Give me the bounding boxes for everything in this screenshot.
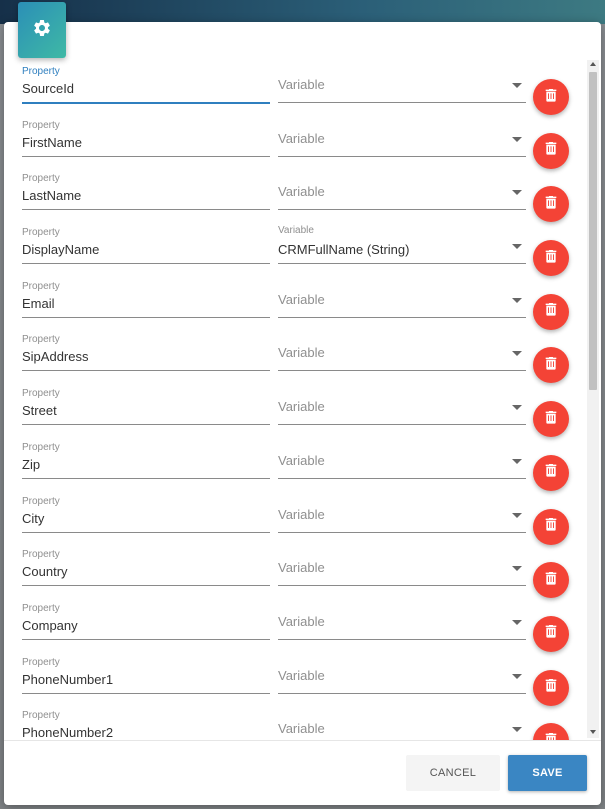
delete-mapping-button[interactable]	[533, 670, 569, 706]
trash-icon	[543, 570, 559, 591]
property-underline	[22, 317, 270, 318]
mapping-row	[4, 436, 584, 490]
mapping-row	[4, 597, 584, 651]
dropdown-caret-icon[interactable]	[512, 513, 522, 518]
property-label: Property	[22, 334, 60, 346]
variable-placeholder: Variable	[278, 345, 325, 361]
variable-underline	[278, 693, 526, 694]
property-input[interactable]: Zip	[22, 456, 41, 472]
mapping-row	[4, 490, 584, 544]
dropdown-caret-icon[interactable]	[512, 566, 522, 571]
variable-placeholder: Variable	[278, 77, 325, 92]
delete-mapping-button[interactable]	[533, 79, 569, 115]
scroll-up-arrow-icon[interactable]	[590, 62, 596, 66]
variable-placeholder: Variable	[278, 560, 325, 576]
variable-underline	[278, 317, 526, 318]
trash-icon	[543, 87, 559, 108]
property-underline	[22, 156, 270, 157]
property-underline	[22, 102, 270, 104]
variable-underline	[278, 639, 526, 640]
property-input[interactable]: FirstName	[22, 134, 82, 150]
footer-divider	[4, 740, 601, 741]
delete-mapping-button[interactable]	[533, 562, 569, 598]
property-input[interactable]: Country	[22, 564, 68, 580]
dropdown-caret-icon[interactable]	[512, 190, 522, 195]
delete-mapping-button[interactable]	[533, 133, 569, 169]
property-input[interactable]: City	[22, 510, 45, 526]
variable-select[interactable]: CRMFullName (String)	[278, 242, 410, 258]
variable-underline	[278, 585, 526, 586]
property-underline	[22, 370, 270, 371]
mapping-row	[4, 114, 584, 168]
trash-icon	[543, 516, 559, 537]
delete-mapping-button[interactable]	[533, 509, 569, 545]
property-input[interactable]: SipAddress	[22, 349, 89, 365]
variable-label: Variable	[278, 225, 314, 237]
property-input[interactable]: SourceId	[22, 81, 75, 96]
trash-icon	[543, 194, 559, 215]
property-underline	[22, 424, 270, 425]
dropdown-caret-icon[interactable]	[512, 244, 522, 249]
variable-placeholder: Variable	[278, 452, 325, 468]
property-label: Property	[22, 441, 60, 453]
property-underline	[22, 639, 270, 640]
property-underline	[22, 532, 270, 533]
delete-mapping-button[interactable]	[533, 186, 569, 222]
variable-underline	[278, 263, 526, 264]
property-label: Property	[22, 227, 60, 239]
mapping-list[interactable]	[4, 60, 601, 740]
property-label: Property	[22, 66, 60, 77]
trash-icon	[543, 731, 559, 740]
variable-underline	[278, 156, 526, 157]
variable-placeholder: Variable	[278, 721, 325, 737]
property-label: Property	[22, 388, 60, 400]
variable-placeholder: Variable	[278, 667, 325, 683]
variable-placeholder: Variable	[278, 506, 325, 522]
scroll-down-arrow-icon[interactable]	[590, 730, 596, 734]
dropdown-caret-icon[interactable]	[512, 298, 522, 303]
mapping-row	[4, 382, 584, 436]
settings-badge	[18, 2, 66, 58]
property-label: Property	[22, 549, 60, 561]
variable-underline	[278, 478, 526, 479]
mapping-row	[4, 704, 584, 740]
variable-underline	[278, 370, 526, 371]
delete-mapping-button[interactable]	[533, 401, 569, 437]
dropdown-caret-icon[interactable]	[512, 137, 522, 142]
property-input[interactable]: Email	[22, 295, 55, 311]
variable-placeholder: Variable	[278, 291, 325, 307]
variable-placeholder: Variable	[278, 613, 325, 629]
property-label: Property	[22, 710, 60, 722]
property-label: Property	[22, 602, 60, 614]
variable-placeholder: Variable	[278, 130, 325, 146]
dropdown-caret-icon[interactable]	[512, 459, 522, 464]
mapping-row	[4, 328, 584, 382]
mapping-row	[4, 651, 584, 705]
property-label: Property	[22, 656, 60, 668]
save-button[interactable]: SAVE	[508, 755, 587, 791]
cancel-button[interactable]: CANCEL	[406, 755, 500, 791]
trash-icon	[543, 248, 559, 269]
property-input[interactable]: PhoneNumber1	[22, 671, 114, 687]
dropdown-caret-icon[interactable]	[512, 351, 522, 356]
delete-mapping-button[interactable]	[533, 294, 569, 330]
dropdown-caret-icon[interactable]	[512, 405, 522, 410]
mapping-row	[4, 60, 584, 114]
property-underline	[22, 693, 270, 694]
trash-icon	[543, 301, 559, 322]
mapping-row	[4, 221, 584, 275]
dropdown-caret-icon[interactable]	[512, 727, 522, 732]
gear-icon	[32, 18, 52, 43]
property-input[interactable]: Company	[22, 617, 78, 633]
trash-icon	[543, 409, 559, 430]
trash-icon	[543, 462, 559, 483]
property-underline	[22, 209, 270, 210]
mapping-row	[4, 543, 584, 597]
property-input[interactable]: Street	[22, 403, 57, 419]
delete-mapping-button[interactable]	[533, 723, 569, 740]
property-label: Property	[22, 495, 60, 507]
delete-mapping-button[interactable]	[533, 240, 569, 276]
variable-underline	[278, 424, 526, 425]
dropdown-caret-icon[interactable]	[512, 83, 522, 88]
trash-icon	[543, 623, 559, 644]
property-input[interactable]: PhoneNumber2	[22, 725, 114, 740]
variable-underline	[278, 209, 526, 210]
property-underline	[22, 263, 270, 264]
delete-mapping-button[interactable]	[533, 616, 569, 652]
variable-placeholder: Variable	[278, 184, 325, 200]
property-underline	[22, 585, 270, 586]
trash-icon	[543, 140, 559, 161]
property-underline	[22, 478, 270, 479]
delete-mapping-button[interactable]	[533, 347, 569, 383]
scrollbar-thumb[interactable]	[589, 72, 597, 390]
variable-underline	[278, 102, 526, 103]
property-label: Property	[22, 119, 60, 131]
background-header-strip	[0, 0, 605, 24]
property-input[interactable]: DisplayName	[22, 242, 100, 258]
variable-underline	[278, 532, 526, 533]
trash-icon	[543, 355, 559, 376]
property-mapping-dialog	[4, 22, 601, 805]
property-label: Property	[22, 280, 60, 292]
trash-icon	[543, 677, 559, 698]
property-label: Property	[22, 173, 60, 185]
mapping-row	[4, 275, 584, 329]
property-input[interactable]: LastName	[22, 188, 82, 204]
dropdown-caret-icon[interactable]	[512, 620, 522, 625]
delete-mapping-button[interactable]	[533, 455, 569, 491]
variable-placeholder: Variable	[278, 399, 325, 415]
dropdown-caret-icon[interactable]	[512, 674, 522, 679]
mapping-row	[4, 167, 584, 221]
